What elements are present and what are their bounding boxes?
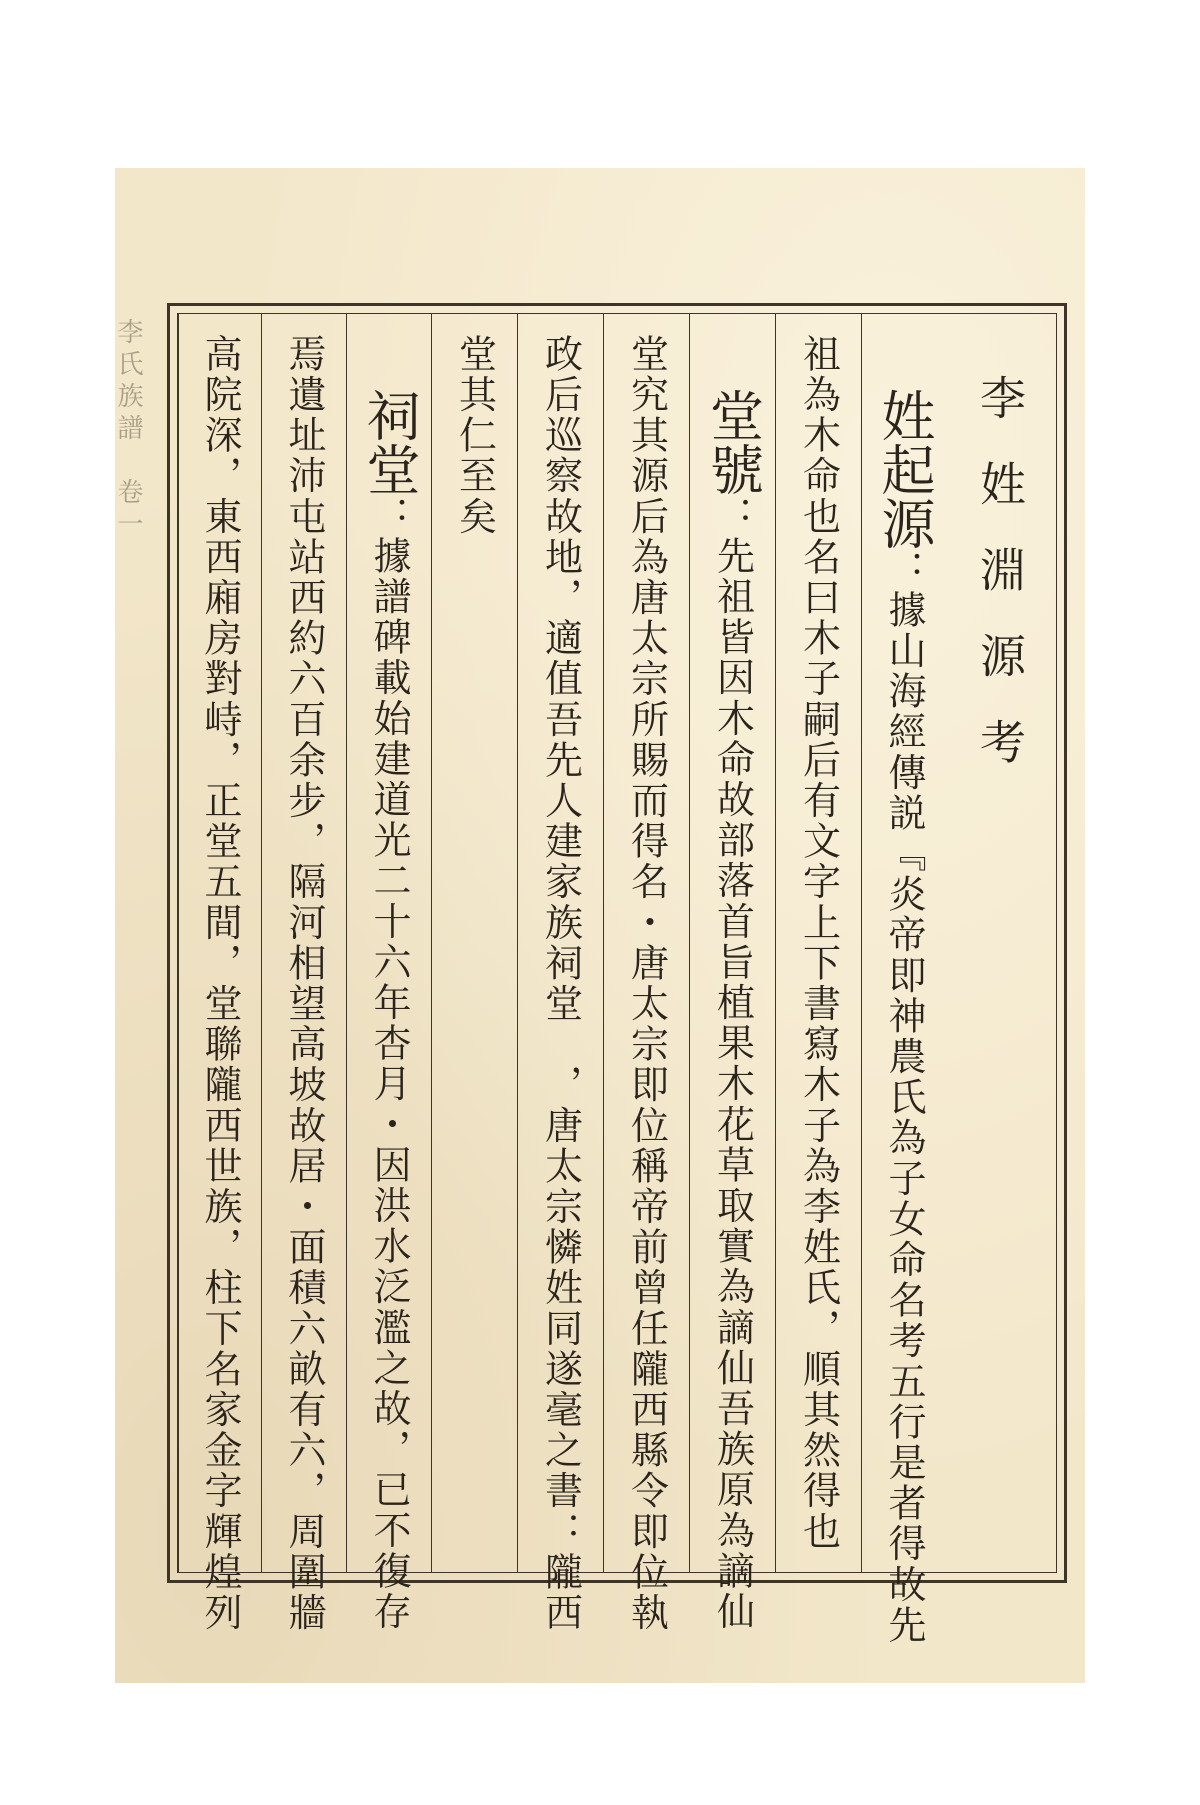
column-4-text: 堂究其源后為唐太宗所賜而得名・唐太宗即位稱帝前曾任隴西縣令即位執 xyxy=(624,334,669,1634)
text-frame xyxy=(167,303,1067,1646)
section-heading-hall-name: 堂號 xyxy=(701,388,765,496)
text-column-6 xyxy=(431,314,517,1572)
text-column-7 xyxy=(346,314,431,1633)
title-column xyxy=(946,314,1054,1572)
column-8-text: 焉遺址沛屯站西約六百余步，隔河相望高坡故居・面積六畝有六，周圍牆 xyxy=(282,334,326,1634)
spine-margin-text: 李氏族譜 卷一 xyxy=(113,318,143,542)
text-column-1 xyxy=(861,314,946,1646)
section-text: 據山海經傳説『炎帝即神農氏為子女命名考五行是者得故先 xyxy=(882,590,926,1646)
section-text: 據譜碑載始建道光二十六年杏月・因洪水泛濫之故，已不復存 xyxy=(367,536,411,1633)
text-column-4 xyxy=(603,314,689,1634)
heading-colon: ： xyxy=(367,496,411,536)
column-9-text: 高院深，東西廂房對峙，正堂五間，堂聯隴西世族，柱下名家金字輝煌列 xyxy=(198,334,242,1634)
section-heading-surname-origin: 姓起源 xyxy=(873,388,936,550)
book-page xyxy=(115,168,1085,1683)
section-text: 先祖皆因木命故部落首旨植果木花草取實為謫仙吾族原為謫仙 xyxy=(710,536,755,1633)
column-2-text: 祖為木命也名曰木子嗣后有文字上下書寫木子為李姓氏，順其然得也 xyxy=(796,334,841,1552)
column-7-text xyxy=(358,388,421,1633)
page-title: 李姓淵源考 xyxy=(973,374,1027,804)
column-grid xyxy=(177,313,1057,1646)
text-column-8 xyxy=(261,314,346,1634)
section-heading-ancestral-hall: 祠堂 xyxy=(358,388,421,496)
text-column-2 xyxy=(775,314,861,1572)
column-3-text xyxy=(701,388,765,1633)
column-6-text: 堂其仁至矣 xyxy=(452,334,497,537)
text-column-9 xyxy=(178,314,261,1634)
text-column-3 xyxy=(689,314,775,1633)
column-1-text xyxy=(873,388,936,1646)
heading-colon: ： xyxy=(882,550,926,590)
text-column-5 xyxy=(517,314,603,1634)
heading-colon: ： xyxy=(710,496,755,536)
column-5-text: 政后巡察故地，適值吾先人建家族祠堂 ，唐太宗憐姓同遂毫之書：隴西 xyxy=(538,334,583,1634)
